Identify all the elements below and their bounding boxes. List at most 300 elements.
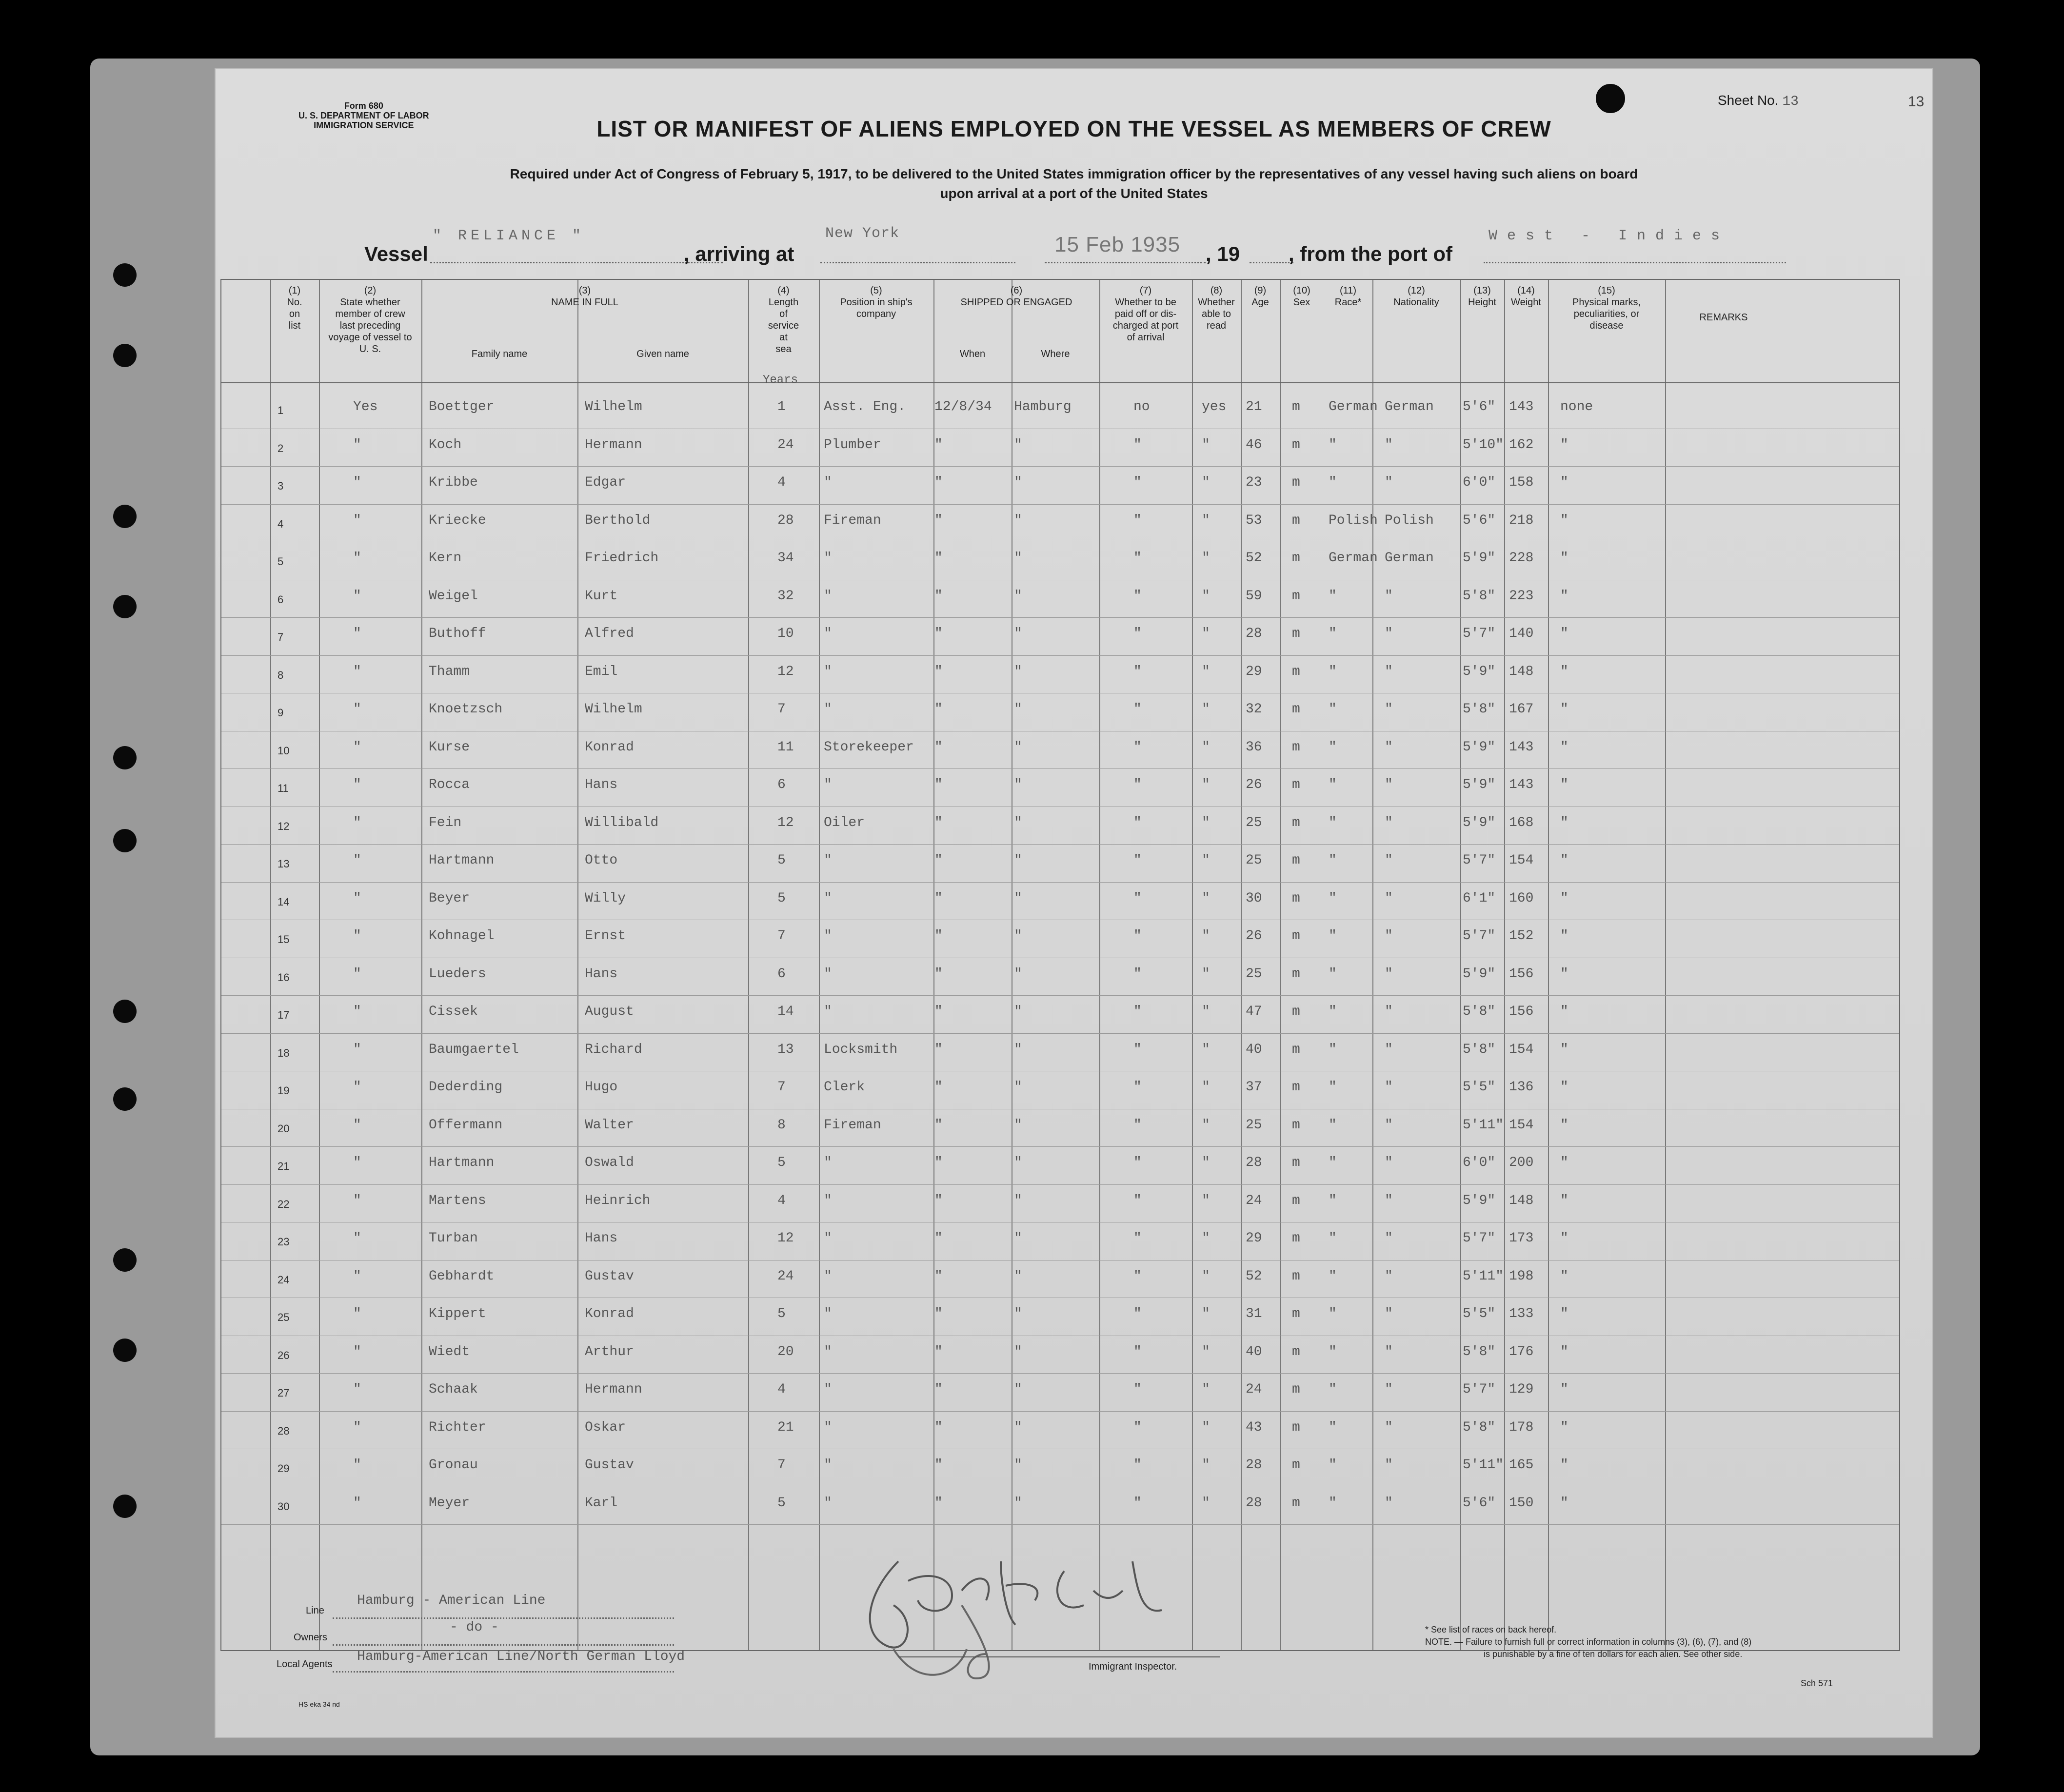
cell-race: Polish: [1329, 512, 1378, 528]
cell-family: Gronau: [429, 1457, 478, 1473]
cell-when: ": [934, 1231, 943, 1246]
cell-where: ": [1014, 853, 1022, 868]
cell-weight: 129: [1509, 1382, 1534, 1397]
binder-hole: [113, 1248, 137, 1272]
cell-height: 6'0": [1463, 1155, 1496, 1170]
cell-no: 20: [278, 1122, 290, 1135]
cell-marks: ": [1560, 1004, 1568, 1019]
print-code: HS eka 34 nd: [298, 1700, 340, 1708]
cell-prev: ": [353, 853, 361, 868]
cell-where: ": [1014, 815, 1022, 830]
cell-prev: ": [353, 890, 361, 906]
cell-position: ": [824, 1419, 832, 1435]
cell-height: 5'7": [1463, 928, 1496, 944]
cell-family: Lueders: [429, 966, 486, 982]
cell-marks: ": [1560, 739, 1568, 755]
cell-no: 12: [278, 820, 290, 832]
cell-weight: 160: [1509, 890, 1534, 906]
col-family-name-header: Family name: [471, 349, 528, 359]
cell-prev: ": [353, 1193, 361, 1208]
schedule-number: Sch 571: [1801, 1678, 1833, 1688]
cell-paid: ": [1133, 1344, 1142, 1359]
cell-position: Plumber: [824, 437, 881, 453]
row-rule: [221, 1524, 1899, 1525]
cell-age: 32: [1246, 702, 1262, 717]
inspector-label: Immigrant Inspector.: [1089, 1661, 1177, 1672]
cell-race: ": [1329, 588, 1337, 604]
cell-read: ": [1202, 588, 1210, 604]
owners-label: Owners: [294, 1632, 327, 1643]
cell-read: ": [1202, 1231, 1210, 1246]
cell-service: 5: [777, 890, 786, 906]
cell-prev: ": [353, 928, 361, 944]
owners-value: - do -: [450, 1620, 499, 1635]
cell-age: 25: [1246, 853, 1262, 868]
cell-service: 4: [777, 475, 786, 490]
cell-given: Otto: [585, 853, 618, 868]
cell-where: ": [1014, 512, 1022, 528]
cell-given: Alfred: [585, 626, 634, 641]
cell-no: 2: [278, 442, 284, 454]
cell-race: ": [1329, 1155, 1337, 1170]
cell-read: ": [1202, 1193, 1210, 1208]
cell-read: ": [1202, 1495, 1210, 1511]
cell-weight: 143: [1509, 399, 1534, 414]
col-weight-header: (14) Weight: [1511, 285, 1541, 308]
cell-paid: ": [1133, 1382, 1142, 1397]
cell-height: 5'10": [1463, 437, 1504, 453]
cell-prev: ": [353, 588, 361, 604]
cell-age: 25: [1246, 815, 1262, 830]
cell-marks: ": [1560, 1344, 1568, 1359]
cell-read: ": [1202, 551, 1210, 566]
cell-no: 14: [278, 895, 290, 908]
cell-sex: m: [1292, 890, 1300, 906]
cell-age: 46: [1246, 437, 1262, 453]
cell-nationality: ": [1385, 1193, 1393, 1208]
line-label: Line: [306, 1605, 324, 1616]
cell-position: ": [824, 1495, 832, 1511]
cell-read: ": [1202, 512, 1210, 528]
cell-read: ": [1202, 1344, 1210, 1359]
cell-position: ": [824, 1004, 832, 1019]
cell-sex: m: [1292, 1004, 1300, 1019]
cell-read: ": [1202, 890, 1210, 906]
cell-race: ": [1329, 1419, 1337, 1435]
cell-nationality: ": [1385, 1382, 1393, 1397]
cell-given: Gustav: [585, 1457, 634, 1473]
cell-marks: ": [1560, 1382, 1568, 1397]
cell-age: 36: [1246, 739, 1262, 755]
cell-height: 5'8": [1463, 1004, 1496, 1019]
document-title: LIST OR MANIFEST OF ALIENS EMPLOYED ON THE VESSEL AS MEMBERS OF CREW: [596, 116, 1551, 141]
cell-weight: 178: [1509, 1419, 1534, 1435]
cell-height: 5'8": [1463, 1419, 1496, 1435]
cell-height: 5'9": [1463, 739, 1496, 755]
col-remarks-header: REMARKS: [1699, 312, 1748, 323]
cell-age: 29: [1246, 664, 1262, 679]
cell-given: Konrad: [585, 739, 634, 755]
col-height-header: (13) Height: [1468, 285, 1496, 308]
cell-position: ": [824, 626, 832, 641]
cell-weight: 156: [1509, 1004, 1534, 1019]
cell-paid: ": [1133, 1268, 1142, 1284]
cell-given: Oswald: [585, 1155, 634, 1170]
cell-nationality: ": [1385, 1419, 1393, 1435]
vessel-label: Vessel: [364, 242, 428, 265]
cell-nationality: ": [1385, 853, 1393, 868]
cell-paid: ": [1133, 1155, 1142, 1170]
cell-race: ": [1329, 1193, 1337, 1208]
cell-position: ": [824, 588, 832, 604]
cell-position: Fireman: [824, 512, 881, 528]
cell-age: 30: [1246, 890, 1262, 906]
cell-marks: ": [1560, 702, 1568, 717]
cell-marks: ": [1560, 1117, 1568, 1133]
cell-age: 47: [1246, 1004, 1262, 1019]
cell-no: 18: [278, 1046, 290, 1059]
row-rule: [221, 504, 1899, 505]
cell-where: ": [1014, 1382, 1022, 1397]
years-label: Years: [763, 374, 798, 387]
cell-sex: m: [1292, 399, 1300, 414]
cell-service: 7: [777, 1080, 786, 1095]
cell-position: ": [824, 928, 832, 944]
col-name-header: (3) NAME IN FULL: [551, 285, 618, 308]
cell-where: ": [1014, 475, 1022, 490]
cell-family: Meyer: [429, 1495, 470, 1511]
cell-position: Asst. Eng.: [824, 399, 906, 414]
cell-when: ": [934, 664, 943, 679]
cell-given: Hans: [585, 966, 618, 982]
cell-service: 7: [777, 702, 786, 717]
cell-no: 1: [278, 404, 284, 416]
cell-no: 7: [278, 631, 284, 643]
cell-read: yes: [1202, 399, 1227, 414]
cell-family: Fein: [429, 815, 462, 830]
cell-service: 34: [777, 551, 794, 566]
cell-weight: 156: [1509, 966, 1534, 982]
cell-sex: m: [1292, 739, 1300, 755]
year-line: [1250, 262, 1293, 263]
cell-given: Ernst: [585, 928, 626, 944]
cell-age: 40: [1246, 1344, 1262, 1359]
cell-age: 28: [1246, 1457, 1262, 1473]
cell-weight: 154: [1509, 1042, 1534, 1057]
cell-when: ": [934, 815, 943, 830]
cell-paid: no: [1133, 399, 1150, 414]
cell-where: Hamburg: [1014, 399, 1072, 414]
cell-read: ": [1202, 1042, 1210, 1057]
cell-where: ": [1014, 702, 1022, 717]
cell-sex: m: [1292, 1306, 1300, 1321]
cell-family: Kurse: [429, 739, 470, 755]
row-rule: [221, 655, 1899, 656]
cell-service: 7: [777, 928, 786, 944]
cell-read: ": [1202, 1268, 1210, 1284]
cell-given: Willy: [585, 890, 626, 906]
cell-family: Martens: [429, 1193, 486, 1208]
cell-service: 24: [777, 1268, 794, 1284]
cell-no: 10: [278, 744, 290, 757]
cell-prev: ": [353, 1042, 361, 1057]
cell-weight: 223: [1509, 588, 1534, 604]
cell-prev: ": [353, 815, 361, 830]
cell-marks: ": [1560, 928, 1568, 944]
cell-height: 5'7": [1463, 853, 1496, 868]
binder-hole: [113, 263, 137, 287]
cell-sex: m: [1292, 475, 1300, 490]
col-nationality-header: (12) Nationality: [1393, 285, 1439, 308]
cell-nationality: ": [1385, 626, 1393, 641]
cell-height: 5'7": [1463, 1231, 1496, 1246]
cell-position: ": [824, 1344, 832, 1359]
cell-no: 23: [278, 1236, 290, 1248]
cell-race: ": [1329, 475, 1337, 490]
cell-race: ": [1329, 1268, 1337, 1284]
cell-given: Willibald: [585, 815, 659, 830]
cell-prev: ": [353, 1306, 361, 1321]
cell-when: ": [934, 1117, 943, 1133]
cell-race: German: [1329, 551, 1378, 566]
cell-read: ": [1202, 928, 1210, 944]
cell-weight: 200: [1509, 1155, 1534, 1170]
cell-given: Hermann: [585, 437, 642, 453]
cell-family: Gebhardt: [429, 1268, 495, 1284]
col-race-header: (11) Race*: [1334, 285, 1362, 308]
cell-family: Wiedt: [429, 1344, 470, 1359]
cell-weight: 158: [1509, 475, 1534, 490]
document-subtitle: Required under Act of Congress of February 5, 1917, to be delivered to the United States immigration officer by the representatives of any vessel having such aliens on board upon arrival at a port of the United States: [510, 166, 1638, 201]
cell-race: ": [1329, 815, 1337, 830]
cell-height: 5'6": [1463, 399, 1496, 414]
cell-race: ": [1329, 890, 1337, 906]
cell-when: ": [934, 702, 943, 717]
cell-read: ": [1202, 475, 1210, 490]
cell-sex: m: [1292, 437, 1300, 453]
cell-where: ": [1014, 1495, 1022, 1511]
cell-prev: ": [353, 739, 361, 755]
cell-nationality: ": [1385, 588, 1393, 604]
cell-read: ": [1202, 777, 1210, 792]
cell-no: 16: [278, 971, 290, 984]
cell-position: ": [824, 1193, 832, 1208]
col-paid-off-header: (7) Whether to be paid off or dis- charged at port of arrival: [1112, 285, 1179, 343]
cell-height: 5'6": [1463, 512, 1496, 528]
cell-no: 29: [278, 1462, 290, 1475]
cell-no: 6: [278, 593, 284, 606]
cell-weight: 143: [1509, 739, 1534, 755]
col-physical-marks-header: (15) Physical marks, peculiarities, or disease: [1572, 285, 1641, 331]
cell-paid: ": [1133, 475, 1142, 490]
cell-no: 30: [278, 1500, 290, 1513]
penalty-note-1: NOTE. — Failure to furnish full or correct information in columns (3), (6), (7), and (8): [1425, 1637, 1752, 1647]
cell-sex: m: [1292, 588, 1300, 604]
cell-prev: ": [353, 1155, 361, 1170]
cell-when: ": [934, 551, 943, 566]
cell-service: 12: [777, 1231, 794, 1246]
cell-nationality: ": [1385, 739, 1393, 755]
cell-height: 5'7": [1463, 1382, 1496, 1397]
cell-where: ": [1014, 1004, 1022, 1019]
cell-given: Emil: [585, 664, 618, 679]
col-where-header: Where: [1041, 349, 1070, 359]
cell-prev: ": [353, 966, 361, 982]
cell-paid: ": [1133, 777, 1142, 792]
cell-where: ": [1014, 626, 1022, 641]
cell-when: ": [934, 966, 943, 982]
binder-hole: [113, 595, 137, 618]
col-position-header: (5) Position in ship's company: [840, 285, 913, 319]
cell-age: 28: [1246, 1495, 1262, 1511]
cell-age: 25: [1246, 966, 1262, 982]
cell-prev: ": [353, 1117, 361, 1133]
cell-where: ": [1014, 1080, 1022, 1095]
cell-service: 5: [777, 1306, 786, 1321]
agents-value: Hamburg-American Line/North German Lloyd: [357, 1649, 685, 1664]
cell-given: Berthold: [585, 512, 651, 528]
cell-race: ": [1329, 437, 1337, 453]
cell-sex: m: [1292, 626, 1300, 641]
cell-paid: ": [1133, 1117, 1142, 1133]
cell-service: 7: [777, 1457, 786, 1473]
cell-given: Arthur: [585, 1344, 634, 1359]
cell-sex: m: [1292, 815, 1300, 830]
cell-age: 29: [1246, 1231, 1262, 1246]
cell-service: 28: [777, 512, 794, 528]
cell-given: Gustav: [585, 1268, 634, 1284]
cell-service: 5: [777, 853, 786, 868]
cell-height: 5'9": [1463, 966, 1496, 982]
cell-paid: ": [1133, 664, 1142, 679]
cell-where: ": [1014, 1155, 1022, 1170]
cell-family: Turban: [429, 1231, 478, 1246]
cell-service: 5: [777, 1155, 786, 1170]
cell-position: ": [824, 1231, 832, 1246]
cell-sex: m: [1292, 1344, 1300, 1359]
sheet-label: Sheet No. 13: [1718, 93, 1799, 109]
cell-no: 24: [278, 1273, 290, 1286]
cell-family: Richter: [429, 1419, 486, 1435]
cell-family: Kriecke: [429, 512, 486, 528]
cell-position: ": [824, 1382, 832, 1397]
cell-race: ": [1329, 1231, 1337, 1246]
cell-no: 27: [278, 1387, 290, 1399]
col-shipped-header: (6) SHIPPED OR ENGAGED: [960, 285, 1072, 308]
cell-position: ": [824, 777, 832, 792]
cell-paid: ": [1133, 815, 1142, 830]
cell-nationality: ": [1385, 437, 1393, 453]
cell-where: ": [1014, 1419, 1022, 1435]
cell-no: 5: [278, 555, 284, 568]
cell-marks: ": [1560, 664, 1568, 679]
cell-race: ": [1329, 1004, 1337, 1019]
cell-when: ": [934, 626, 943, 641]
agents-underline: [333, 1671, 674, 1673]
binder-hole: [113, 344, 137, 367]
cell-given: Friedrich: [585, 551, 659, 566]
cell-marks: ": [1560, 1268, 1568, 1284]
cell-height: 5'9": [1463, 1193, 1496, 1208]
cell-height: 5'8": [1463, 588, 1496, 604]
cell-race: ": [1329, 853, 1337, 868]
cell-family: Weigel: [429, 588, 478, 604]
cell-sex: m: [1292, 1117, 1300, 1133]
cell-race: ": [1329, 1457, 1337, 1473]
cell-race: ": [1329, 1382, 1337, 1397]
cell-when: ": [934, 928, 943, 944]
cell-nationality: ": [1385, 1268, 1393, 1284]
row-rule: [221, 882, 1899, 883]
cell-marks: ": [1560, 890, 1568, 906]
cell-weight: 140: [1509, 626, 1534, 641]
cell-given: Karl: [585, 1495, 618, 1511]
cell-nationality: German: [1385, 551, 1434, 566]
cell-given: Walter: [585, 1117, 634, 1133]
cell-where: ": [1014, 1268, 1022, 1284]
cell-nationality: ": [1385, 475, 1393, 490]
cell-read: ": [1202, 1155, 1210, 1170]
cell-prev: ": [353, 1382, 361, 1397]
cell-nationality: ": [1385, 777, 1393, 792]
cell-position: ": [824, 664, 832, 679]
cell-when: ": [934, 1382, 943, 1397]
cell-race: ": [1329, 1306, 1337, 1321]
col-read-header: (8) Whether able to read: [1198, 285, 1235, 331]
cell-position: ": [824, 853, 832, 868]
cell-paid: ": [1133, 966, 1142, 982]
cell-when: ": [934, 1495, 943, 1511]
binder-hole: [113, 1000, 137, 1023]
cell-race: ": [1329, 1495, 1337, 1511]
cell-service: 14: [777, 1004, 794, 1019]
cell-age: 37: [1246, 1080, 1262, 1095]
cell-marks: ": [1560, 815, 1568, 830]
cell-when: ": [934, 1344, 943, 1359]
cell-age: 21: [1246, 399, 1262, 414]
cell-position: Clerk: [824, 1080, 865, 1095]
cell-read: ": [1202, 853, 1210, 868]
binder-hole: [113, 1495, 137, 1518]
races-note: * See list of races on back hereof.: [1425, 1625, 1557, 1634]
cell-service: 20: [777, 1344, 794, 1359]
row-rule: [221, 1373, 1899, 1374]
cell-given: Hermann: [585, 1382, 642, 1397]
row-rule: [221, 466, 1899, 467]
cell-given: Wilhelm: [585, 702, 642, 717]
cell-paid: ": [1133, 1042, 1142, 1057]
cell-height: 5'9": [1463, 551, 1496, 566]
cell-nationality: ": [1385, 1042, 1393, 1057]
crew-table: [220, 279, 1900, 1651]
cell-no: 13: [278, 858, 290, 870]
cell-no: 28: [278, 1424, 290, 1437]
cell-race: ": [1329, 1080, 1337, 1095]
cell-when: ": [934, 1004, 943, 1019]
cell-when: ": [934, 1457, 943, 1473]
cell-family: Kribbe: [429, 475, 478, 490]
row-rule: [221, 617, 1899, 618]
cell-age: 28: [1246, 1155, 1262, 1170]
cell-family: Kippert: [429, 1306, 486, 1321]
cell-race: ": [1329, 777, 1337, 792]
cell-marks: ": [1560, 475, 1568, 490]
cell-no: 19: [278, 1084, 290, 1097]
cell-paid: ": [1133, 551, 1142, 566]
col-sex-header: (10) Sex: [1293, 285, 1310, 308]
cell-paid: ": [1133, 588, 1142, 604]
cell-sex: m: [1292, 1495, 1300, 1511]
